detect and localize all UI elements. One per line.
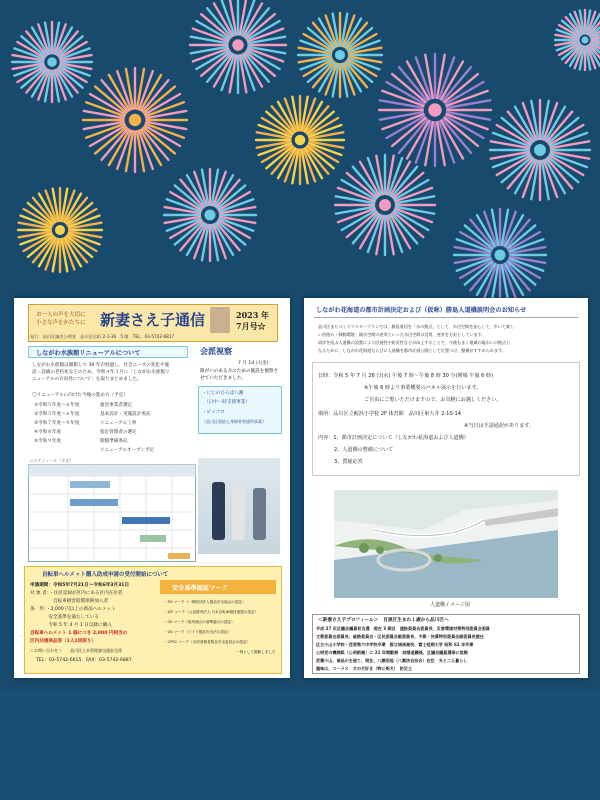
bike-line-5: 安全基準を満たしている	[30, 615, 99, 620]
profile-line-5: 武蔵小山、南品川を経て、現在、八潮団地（八潮決自治会）在住 夫と二人暮らし	[316, 658, 468, 663]
safety-line-2: ・JCF マーク（公益財団法人 日本自転車競技連盟の認証）	[164, 610, 259, 614]
notice-body-2: い回遊み・移動環境・親水空間の充実といった水辺空間の活用、充実を方針としています。	[318, 332, 486, 337]
schedule-task-5: 開館準備委託	[100, 439, 128, 444]
visit-place-2-note: （品川区重症心身障害者通所事業）	[202, 419, 266, 424]
meeting-welcome: ご自由にご覧いただけますので、お気軽にお越しください。	[364, 397, 502, 403]
visit-place-1: ・にじのひろば八潮	[202, 391, 244, 396]
newsletter-title: 新妻さえ子通信	[100, 311, 206, 329]
bike-line-4: 条 件：・2,000 円以上の新品ヘルメット	[30, 607, 116, 612]
visit-date: 7 月 14 日(金)	[238, 361, 269, 366]
safety-mark-title: 安全基準認証マーク	[172, 585, 228, 592]
meeting-content-2: 2、人道橋の整備について	[334, 447, 394, 453]
bike-line-7: 自転車ヘルメット 1 個につき 2,000 円相当の	[30, 631, 128, 636]
visit-body: 障がいのある方のための施設を視察させていただきました。	[200, 369, 279, 381]
profile-line-2: 文教委員会委員長、総務委員会・区民委員会副委員長、予算・決算特別委員会副委員長歴任	[316, 634, 484, 639]
tagline-1: お一人の声を大切に	[36, 312, 86, 318]
schedule-title: 〇リニューアルに向けた今後の進め方（予定）	[32, 393, 128, 398]
visit-place-2: ・ピッコロ	[202, 410, 225, 415]
visit-title: 会派視察	[200, 347, 232, 356]
bike-line-3: 自転車損害賠償保険加入者	[30, 599, 109, 604]
schedule-gantt-chart	[28, 464, 196, 562]
notice-body-3: 両岸を結ぶ人道橋の設置により回遊性や防災性などが向上することで、今後もまく地域の賑わいの拠点と	[318, 340, 511, 345]
schedule-task-6: リニューアルオープン予定	[100, 448, 155, 453]
bike-contact: TEL：03-5742-6615 FAX：03-5742-6887	[36, 658, 132, 663]
author-photo	[210, 307, 230, 333]
safety-line-5: ・CPSC マーク（米国消費者製品安全委員会の認証）	[164, 640, 251, 644]
safety-line-3: ・CE マーク（欧州連合の基準適合の認証）	[164, 620, 235, 624]
visit-photo	[198, 458, 280, 554]
profile-line-4: 公明党の機関紙（公明新聞）に 21 年間勤務 結婚退職後、区議会議員選挙に挑戦	[316, 650, 468, 655]
gantt-caption: ○スケジュール（予定）	[30, 458, 74, 463]
schedule-task-2: 基本設計・実施設計委託	[100, 412, 151, 417]
visit-place-1-note: （日中一時支援事業）	[204, 400, 250, 405]
bike-line-2: 対 象 者：・住民登録が区内にある区内在住者	[30, 591, 123, 596]
bike-line-9: ＜お問い合わせ＞ 品川区土木管理課交通安全係	[30, 648, 122, 653]
meeting-content-3: 3、質疑応答	[334, 459, 363, 465]
meeting-content-1: 内容：1、都市計画決定について（しながわ花海道および人道橋）	[318, 435, 469, 441]
meeting-place: 場所：品川区立鮫浜小学校 2F 体育館 品川区東大井 2-10-14	[318, 411, 461, 417]
schedule-task-4: 指定管理者の選定	[100, 430, 137, 435]
publisher-line: 発行：品川区議会公明党 品川区広町 2-1-36 5 階 TEL：03-5742-6817	[30, 334, 175, 339]
newsletter-right-page	[304, 298, 588, 678]
schedule-year-4: ④令和８年度	[34, 430, 62, 435]
schedule-year-2: ②令和５年度～６年度	[34, 412, 80, 417]
aquarium-body-2: 設・設備の老朽化などのため、令和４年３月に「しながわ水族館リ	[32, 370, 170, 375]
bike-line-1: 申請期間：令和5年7月21日～令和6年3月31日	[30, 583, 130, 588]
bike-line-8: 区内共通商品券（1人1回限り）	[30, 639, 97, 644]
profile-title: ＜新妻さえ子プロフィール＞ 目黒区生まれ１歳から品川区へ	[318, 618, 449, 623]
issue-month: 7月号☆	[236, 321, 266, 331]
profile-line-6: 趣味は、コーラス 犬の犬好き（特に柴犬） 防災士	[316, 666, 413, 671]
aquarium-body-1: しながわ水族館は開館して 30 年が経過し、社会ニーズの変化や施	[32, 363, 170, 368]
tagline-2: 小さな声をかたちに	[36, 320, 86, 326]
image-caption: 人道橋イメージ図	[430, 602, 470, 608]
bike-title: 自転車ヘルメット購入助成申請の受付開始について	[42, 572, 169, 578]
meeting-interp-note: ※当日は手話通訳があります。	[464, 423, 535, 429]
schedule-task-1: 運営事業者選定	[100, 403, 133, 408]
newsletter-left-page	[14, 298, 290, 678]
profile-line-1: 平成 27 年区議会議員初当選 現在 3 期目 建設委員会委員長、災害環境対策特別委員会委員	[316, 626, 490, 631]
schedule-year-3: ③令和７年度～９年度	[34, 421, 80, 426]
bridge-illustration	[334, 490, 558, 598]
meeting-panel-note: ※午後 6 時より事業概要のパネル展示を行います。	[364, 385, 482, 391]
notice-title: しながわ花海道の都市計画決定および（仮称）勝島人道橋説明会のお知らせ	[316, 307, 527, 314]
safety-line-1: ・SG マーク（一般財団法人製品安全協会の認証）	[164, 600, 246, 604]
safety-line-4: ・GS マーク（ドイツ製品安全法の認証）	[164, 630, 232, 634]
bike-line-6: 令和 5 年 4 月 1 日以降に購入	[30, 623, 112, 628]
safety-note: 一例として掲載しました	[236, 650, 276, 654]
issue-year: 2023 年	[236, 310, 270, 320]
meeting-datetime: 日時：令和 5 年 7 月 26 日(水) 午後 7 時～午後 8 時 30 分(開場 午後 6 時)	[318, 373, 494, 379]
notice-body-4: なるために、しながわ花海道ならびに人道橋を都市計画公園として位置づけ、整備がすすめられます。	[318, 348, 506, 353]
schedule-year-1: ①令和５年度～６年度	[34, 403, 80, 408]
notice-body-1: 品川区まちづくりマスタープランでは、勝島運河を「水の拠点」として、水辺空間を安心して、歩いて楽し	[318, 324, 515, 329]
aquarium-section-title: しながわ水族館リニューアルについて	[36, 350, 141, 357]
schedule-year-5: ⑤令和９年度	[34, 439, 62, 444]
schedule-task-3: リニューアル工事	[100, 421, 137, 426]
profile-line-3: 区立小山小学校・荏原第六中学校卒業 都立城南高校、富士短期大学 昭和 61 年卒業	[316, 642, 474, 647]
aquarium-body-3: ニューアルの方向性について」を取りまとめました。	[32, 377, 142, 382]
